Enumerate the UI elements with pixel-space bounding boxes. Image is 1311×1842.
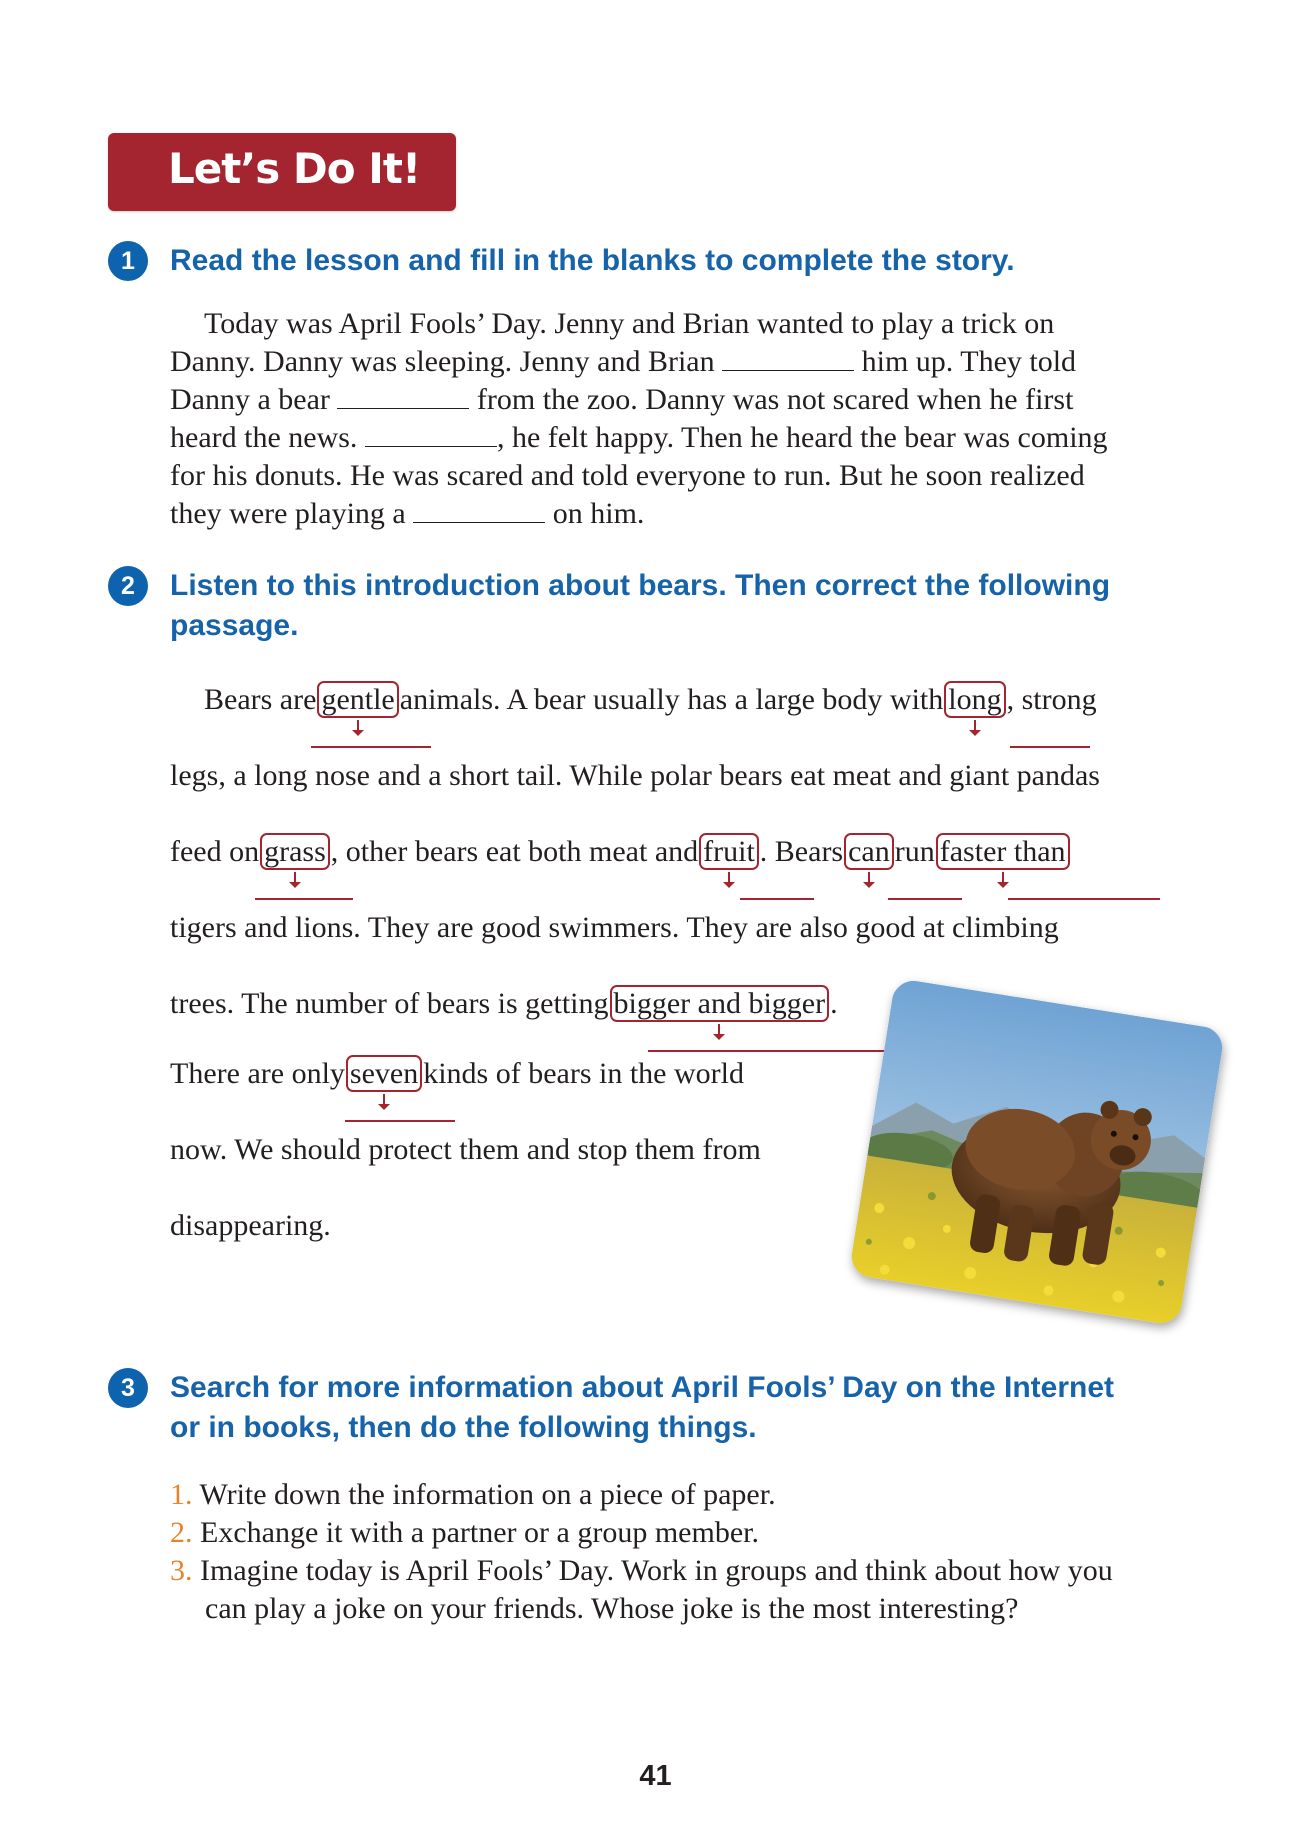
story-line-4: heard the news. , he felt happy. Then he heard the bear was coming xyxy=(170,421,1108,454)
error-word-fruit: fruit xyxy=(699,833,759,870)
correction-line-3[interactable] xyxy=(255,898,353,900)
bear-photo-illustration xyxy=(849,978,1226,1327)
correction-line-4[interactable] xyxy=(740,898,814,900)
task-item-3: 3. Imagine today is April Fools’ Day. Work in groups and think about how you can play a joke on your friends. Whose joke is the most interesting? xyxy=(170,1554,1113,1625)
exercise-1-heading: Read the lesson and fill in the blanks to complete the story. xyxy=(170,244,1015,277)
fill-blank-3[interactable] xyxy=(365,420,497,447)
exercise-number-2: 2 xyxy=(108,566,148,606)
story-line-3: Danny a bear from the zoo. Danny was not scared when he first xyxy=(170,383,1074,416)
page-number: 41 xyxy=(639,1760,672,1792)
correction-line-7[interactable] xyxy=(648,1050,884,1052)
fill-blank-2[interactable] xyxy=(337,382,469,409)
banner-title: Let’s Do It! xyxy=(168,144,421,193)
passage-line-5: trees. The number of bears is getting bigger and bigger . xyxy=(170,984,838,1024)
error-word-seven: seven xyxy=(346,1055,422,1092)
error-word-gentle: gentle xyxy=(317,681,398,718)
passage-line-8: disappearing. xyxy=(170,1209,331,1242)
passage-line-7: now. We should protect them and stop them from xyxy=(170,1133,761,1166)
correction-line-1[interactable] xyxy=(311,746,431,748)
correction-line-8[interactable] xyxy=(345,1120,455,1122)
passage-line-4: tigers and lions. They are good swimmers. They are also good at climbing xyxy=(170,911,1059,944)
correction-line-2[interactable] xyxy=(1010,746,1090,748)
passage-line-1: Bears are gentle animals. A bear usually has a large body with long , strong xyxy=(204,680,1097,720)
bear-photo xyxy=(849,978,1226,1327)
error-word-bigger-and-bigger: bigger and bigger xyxy=(610,985,830,1022)
story-paragraph xyxy=(170,305,1230,533)
exercise-number-3: 3 xyxy=(108,1368,148,1408)
story-line-2: Danny. Danny was sleeping. Jenny and Brian him up. They told xyxy=(170,345,1077,378)
story-line-5: for his donuts. He was scared and told everyone to run. But he soon realized xyxy=(170,459,1085,492)
error-word-grass: grass xyxy=(260,833,330,870)
exercise-number-1: 1 xyxy=(108,241,148,281)
error-word-faster-than: faster than xyxy=(936,833,1070,870)
fill-blank-1[interactable] xyxy=(722,344,854,371)
fill-blank-4[interactable] xyxy=(413,496,545,523)
passage-line-2: legs, a long nose and a short tail. While polar bears eat meat and giant pandas xyxy=(170,759,1100,792)
error-word-can: can xyxy=(844,833,894,870)
exercise-2-heading: Listen to this introduction about bears. Then correct the following passage. xyxy=(170,569,1111,642)
correction-line-6[interactable] xyxy=(1008,898,1160,900)
passage-line-3: feed on grass , other bears eat both meat and fruit . Bears can run faster than xyxy=(170,832,1071,872)
story-line-6: they were playing a on him. xyxy=(170,497,645,530)
task-item-2: 2. Exchange it with a partner or a group member. xyxy=(170,1516,759,1549)
story-line-1: Today was April Fools’ Day. Jenny and Brian wanted to play a trick on xyxy=(204,307,1055,340)
passage-line-6: There are only seven kinds of bears in the world xyxy=(170,1054,744,1094)
exercise-3-heading: Search for more information about April Fools’ Day on the Internet or in books, then do the following things. xyxy=(170,1371,1114,1444)
task-item-1: 1. Write down the information on a piece of paper. xyxy=(170,1478,776,1511)
section-banner xyxy=(108,133,456,211)
error-word-long: long xyxy=(944,681,1005,718)
correction-line-5[interactable] xyxy=(888,898,962,900)
